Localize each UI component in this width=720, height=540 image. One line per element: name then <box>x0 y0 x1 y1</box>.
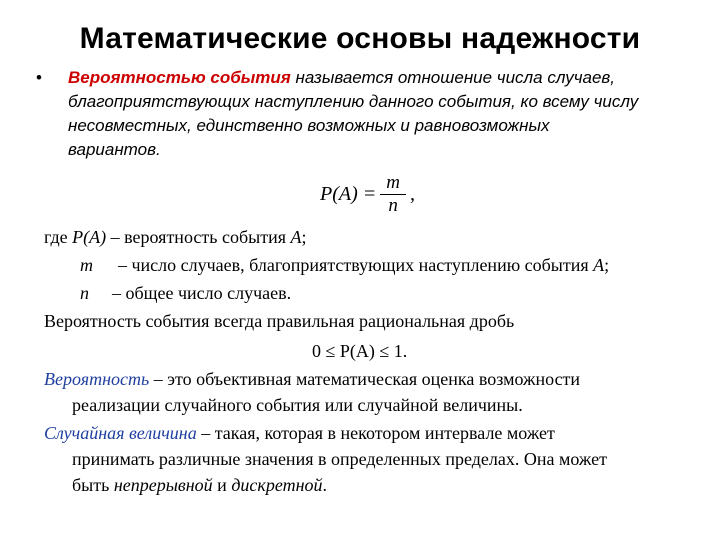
line3-prefix: быть <box>72 475 114 495</box>
slide-title: Математические основы надежности <box>79 22 641 55</box>
paragraph-random-variable <box>44 420 704 498</box>
line3-mid: и <box>212 475 232 495</box>
definition-m <box>80 252 700 278</box>
paragraph-random-line-2: принимать различные значения в определенных пределах. Она может <box>72 449 607 469</box>
definition-pa <box>44 224 694 250</box>
probability-inequality <box>312 338 407 364</box>
n-description: – общее число случаев. <box>112 283 292 303</box>
a-symbol: A <box>290 227 302 247</box>
pa-symbol: P(A) <box>72 227 107 247</box>
probability-definition: – это объективная математическая оценка возможности <box>149 369 581 389</box>
bullet-text <box>68 66 690 162</box>
paragraph-probability-line-2: реализации случайного события или случайной величины. <box>72 395 523 415</box>
paragraph-random-line-3 <box>44 472 704 498</box>
pa-tail: ; <box>301 227 307 247</box>
continuous-term: непрерывной <box>113 475 213 495</box>
formula-tail: , <box>409 182 415 205</box>
formula-lhs: P(A) = <box>320 182 377 205</box>
probability-term: Вероятность <box>44 369 150 389</box>
random-variable-term: Случайная величина <box>44 423 197 443</box>
inequality-text: 0 ≤ P(A) ≤ 1. <box>312 341 408 361</box>
formula-fraction <box>380 172 406 217</box>
random-variable-definition: – такая, которая в некотором интервале может <box>196 423 555 443</box>
pa-description: – вероятность события <box>106 227 291 247</box>
bullet-marker: • <box>36 68 42 87</box>
line3-end: . <box>322 475 328 495</box>
bullet-line-4: вариантов. <box>68 140 161 159</box>
formula-numerator: m <box>386 171 400 193</box>
paragraph-probability-line-1 <box>44 366 704 392</box>
m-event-symbol: A <box>593 255 605 275</box>
m-description: – число случаев, благоприятствующих наступлению события <box>118 255 594 275</box>
definition-bullet <box>30 66 690 162</box>
paragraph-random-line-1 <box>44 420 704 446</box>
n-symbol: n <box>80 283 89 303</box>
m-tail: ; <box>604 255 610 275</box>
formula-denominator: n <box>388 194 398 216</box>
paragraph-probability <box>44 366 704 418</box>
probability-note: Вероятность события всегда правильная рациональная дробь <box>44 311 515 331</box>
definition-n <box>80 280 700 306</box>
bullet-term: Вероятностью события <box>68 68 291 87</box>
bullet-line-3: несовместных, единственно возможных и равновозможных <box>68 116 550 135</box>
discrete-term: дискретной <box>231 475 323 495</box>
bullet-line-1 <box>68 66 690 90</box>
probability-formula <box>320 166 415 222</box>
where-prefix: где <box>44 227 73 247</box>
m-symbol: m <box>80 255 93 275</box>
bullet-line-2: благоприятствующих наступлению данного события, ко всему числу <box>68 92 639 111</box>
bullet-line-1-rest: называется отношение числа случаев, <box>290 68 616 87</box>
